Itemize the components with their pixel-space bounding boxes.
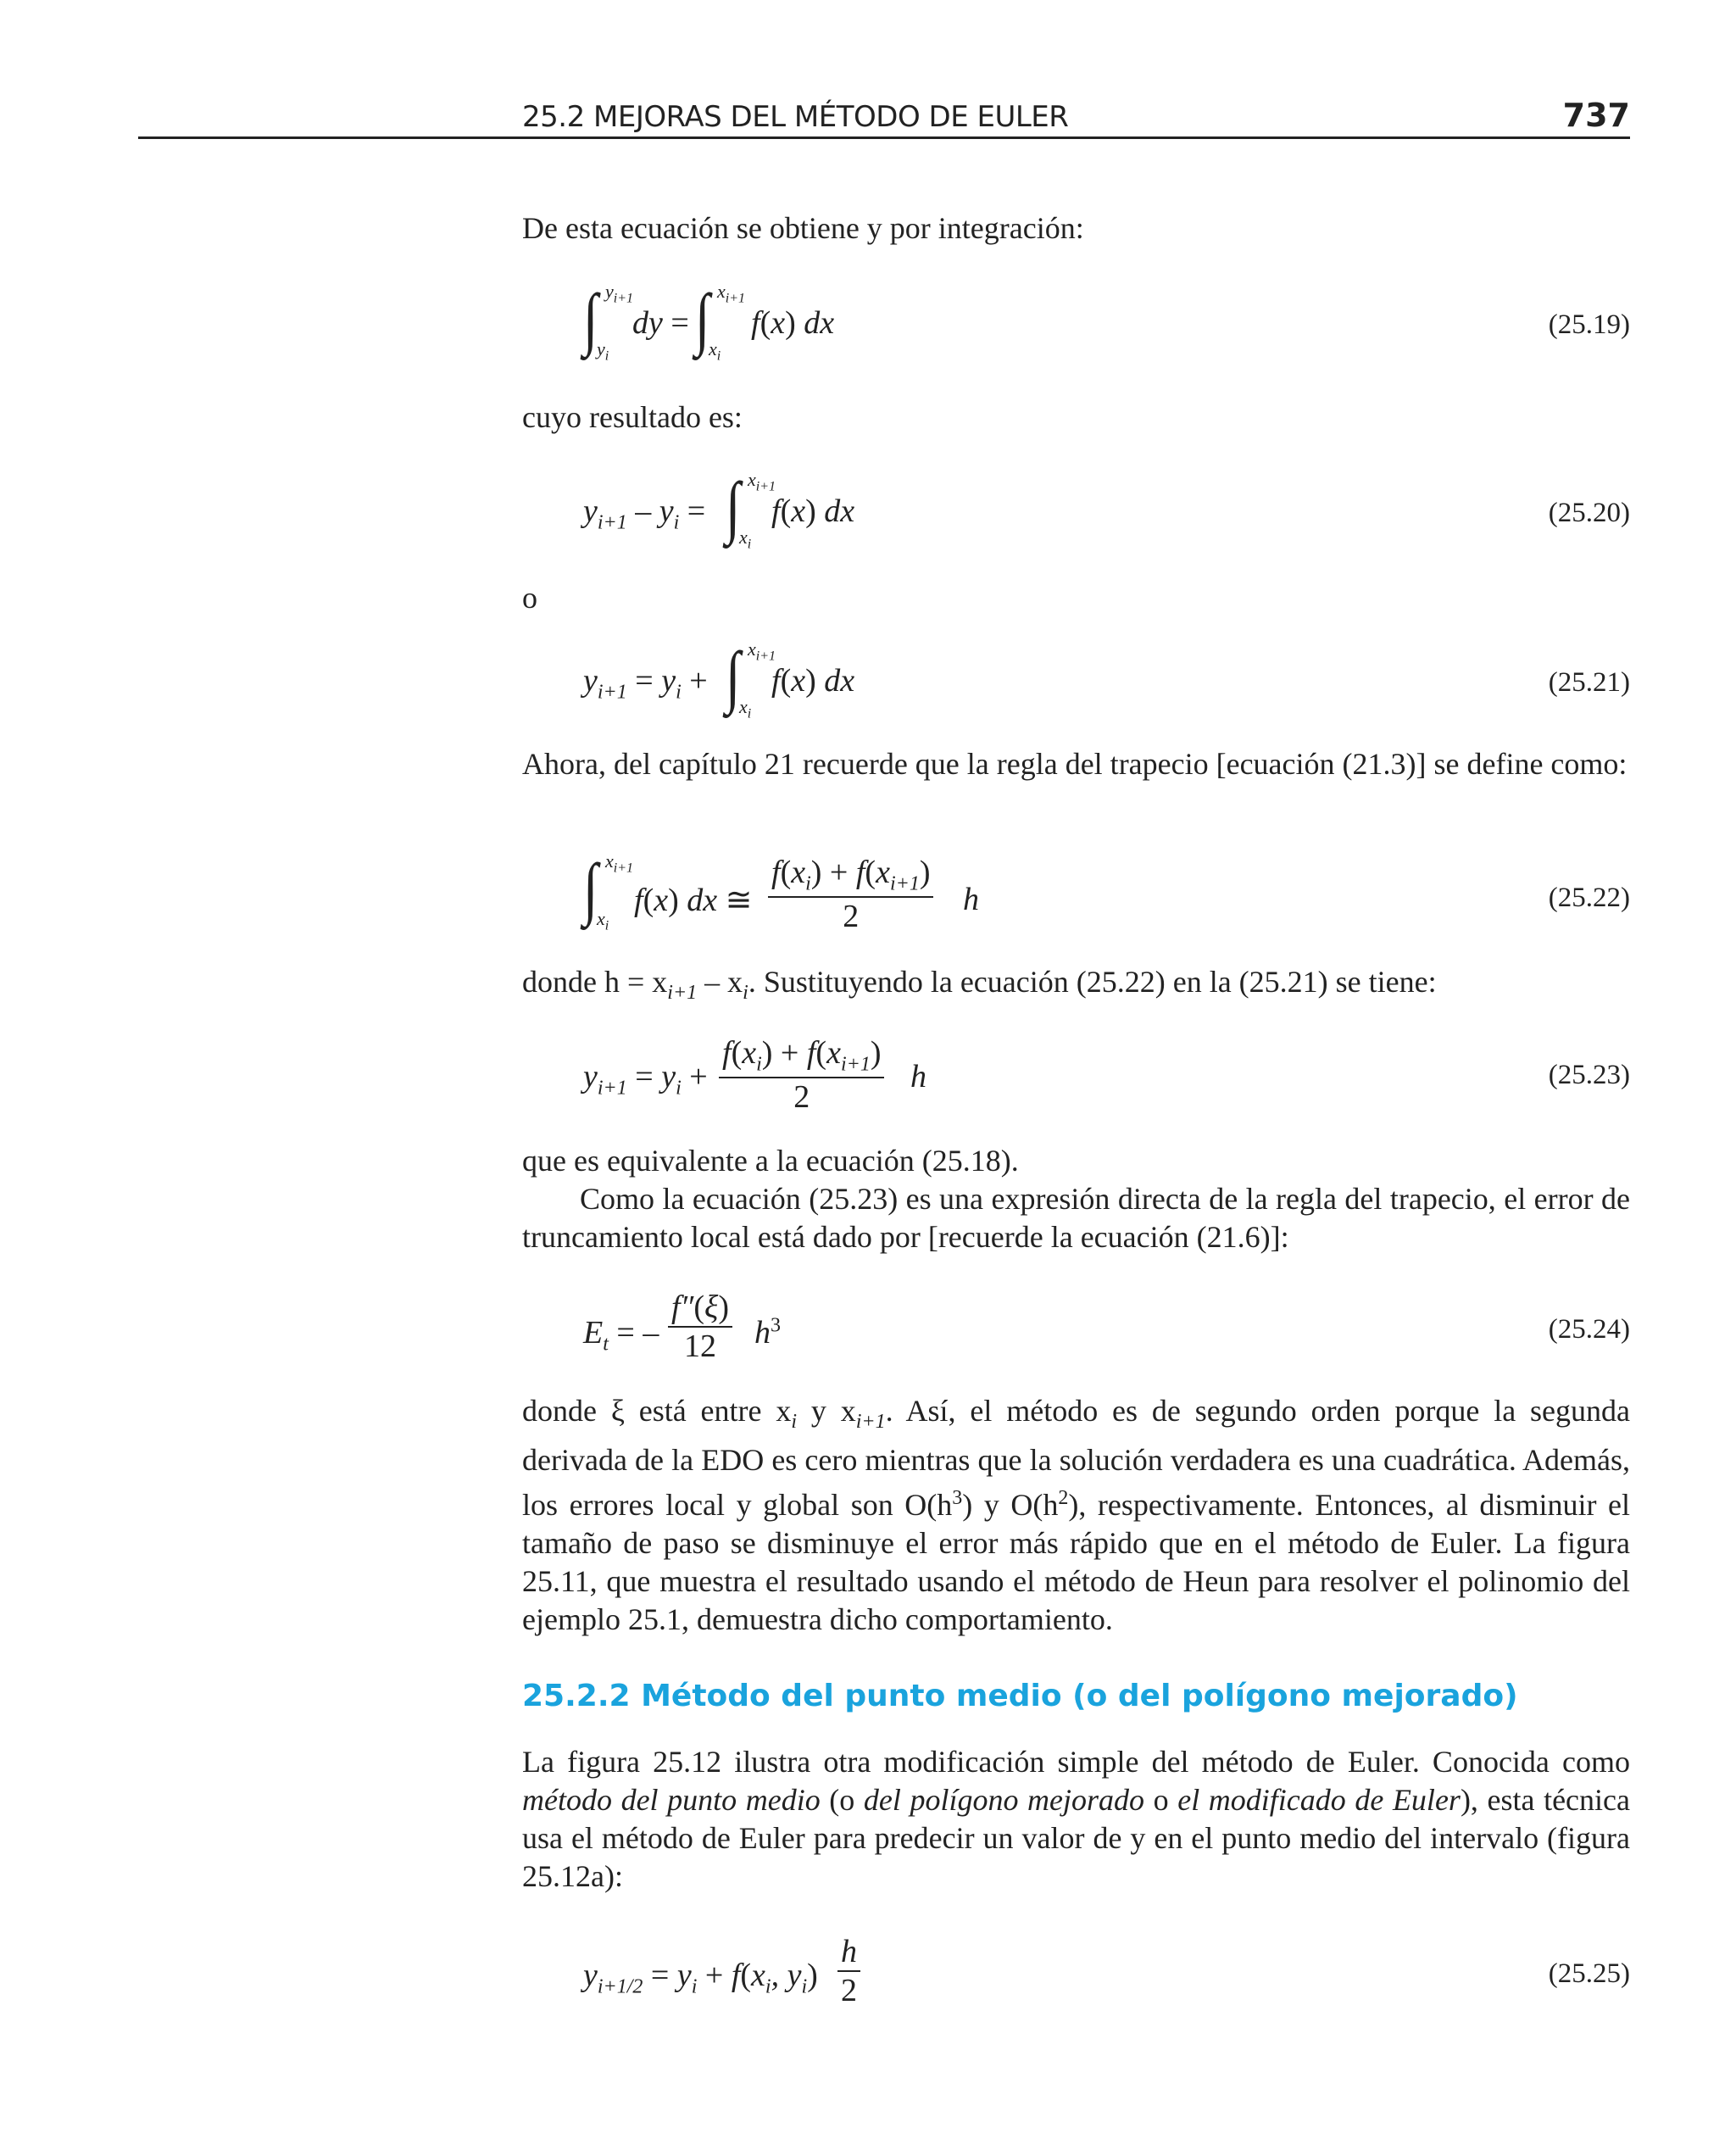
equation-number: (25.20) — [1548, 498, 1630, 528]
equation-25-23: $y_{i+1} = y_i$ + $f(x_i) + f(x_{i+1})$ 2 h (25.23) — [583, 1035, 1630, 1115]
p8-text-e: ), respectivamente. Entonces, al disminuir el tamaño de paso se disminuye el error más rápido que en el método de Euler. La figura 25.11, que muestra el resultado usando el método de Heun para resolver el polinomio del ejemplo 25.1, demuestra dicho comportamiento. — [522, 1488, 1630, 1637]
p9-text-g: ), esta técnica usa el método de Euler para predecir un valor de y en el punto medio del intervalo (figura 25.12a): — [522, 1783, 1630, 1893]
paragraph-trapezoid: Ahora, del capítulo 21 recuerde que la regla del trapecio [ecuación (21.3)] se define como: — [522, 747, 1628, 781]
p9-italic-modified: el modificado de Euler — [1177, 1783, 1461, 1817]
equation-number: (25.23) — [1548, 1060, 1630, 1090]
section-heading: 25.2.2 Método del punto medio (o del polígono mejorado) — [522, 1679, 1518, 1713]
paragraph-intro: De esta ecuación se obtiene y por integración: — [522, 211, 1084, 245]
equation-25-20: $y_{i+1} - y_i$ = ∫ $x_{i+1}$ $x_i$ f(x) dx (25.20) — [583, 468, 1630, 552]
p9-italic-midpoint: método del punto medio — [522, 1783, 821, 1817]
paragraph-or: o — [522, 581, 537, 615]
p9-text-a: La figura 25.12 ilustra otra modificación simple del método de Euler. Conocida como — [522, 1745, 1630, 1779]
equation-25-19: ∫ $y_{i+1}$ $y_i$ dy = ∫ $x_{i+1}$ $x_i$ f(x) dx (25.19) — [583, 280, 1630, 364]
paragraph-error-order: donde ξ está entre $x_i$ y $x_{i+1}$. Así, el método es de segundo orden porque la segunda derivada de la EDO es cero mientras que la solución verdadera es una cuadrática. Además, los errores local y global son $O(h^3)$ y $O(h^2)$, respectivamente. Entonces, al disminuir el tamaño de paso se disminuye el error más rápido que en el método de Euler. La figura 25.11, que muestra el resultado usando el método de Heun para resolver el polinomio del ejemplo 25.1, demuestra dicho comportamiento. — [522, 1394, 1631, 1637]
p8-text-d: ) y O(h — [962, 1488, 1059, 1523]
equation-25-22: ∫ $x_{i+1}$ $x_i$ f(x) dx ≅ $f(x_i) + f(x_{i+1})$ 2 h (25.22) — [583, 849, 1630, 934]
paragraph-equivalent: que es equivalente a la ecuación (25.18). — [522, 1144, 1019, 1178]
p9-text-c: (o — [820, 1783, 864, 1817]
p9-italic-polygon: del polígono mejorado — [863, 1783, 1145, 1817]
running-title: 25.2 MEJORAS DEL MÉTODO DE EULER — [522, 100, 1069, 134]
page-header — [138, 90, 1630, 139]
p8-text-a: donde ξ está entre x — [522, 1394, 792, 1428]
paragraph-truncation: Como la ecuación (25.23) es una expresión directa de la regla del trapecio, el error de truncamiento local está dado por [recuerde la ecuación (21.6)]: — [522, 1182, 1630, 1254]
equation-25-21: $y_{i+1} = y_i$ + ∫ $x_{i+1}$ $x_i$ f(x) dx (25.21) — [583, 638, 1630, 721]
equation-number: (25.19) — [1548, 309, 1630, 340]
equation-25-24: $E_t$ = – f″(ξ) 12 $h^3$ (25.24) — [583, 1289, 1630, 1364]
equation-number: (25.24) — [1548, 1314, 1630, 1345]
equation-number: (25.21) — [1548, 667, 1630, 698]
paragraph-substitution: donde $h = x_{i+1} - x_i$. Sustituyendo la ecuación (25.22) en la (25.21) se tiene: — [522, 965, 1437, 1005]
p5-text-c: . Sustituyendo la ecuación (25.22) en la (25.21) se tiene: — [748, 965, 1437, 999]
p5-text-b: – x — [697, 965, 743, 999]
paragraph-result: cuyo resultado es: — [522, 400, 743, 434]
p8-text-b: y x — [797, 1394, 856, 1428]
p5-text-a: donde h = x — [522, 965, 668, 999]
paragraph-midpoint — [522, 1743, 1630, 1896]
equation-number: (25.25) — [1548, 1958, 1630, 1989]
p9-text-e: o — [1144, 1783, 1178, 1817]
equation-number: (25.22) — [1548, 883, 1630, 913]
page-number: 737 — [1562, 97, 1630, 134]
p8-text-c: . Así, el método es de segundo orden porque la segunda derivada de la EDO es cero mientras que la solución verdadera es una cuadrática. Además, los errores local y global son O(h — [522, 1394, 1631, 1523]
equation-25-25: $y_{i+1/2} = y_i + f(x_i$, $y_i$) h 2 (25.25) — [583, 1934, 1630, 2008]
